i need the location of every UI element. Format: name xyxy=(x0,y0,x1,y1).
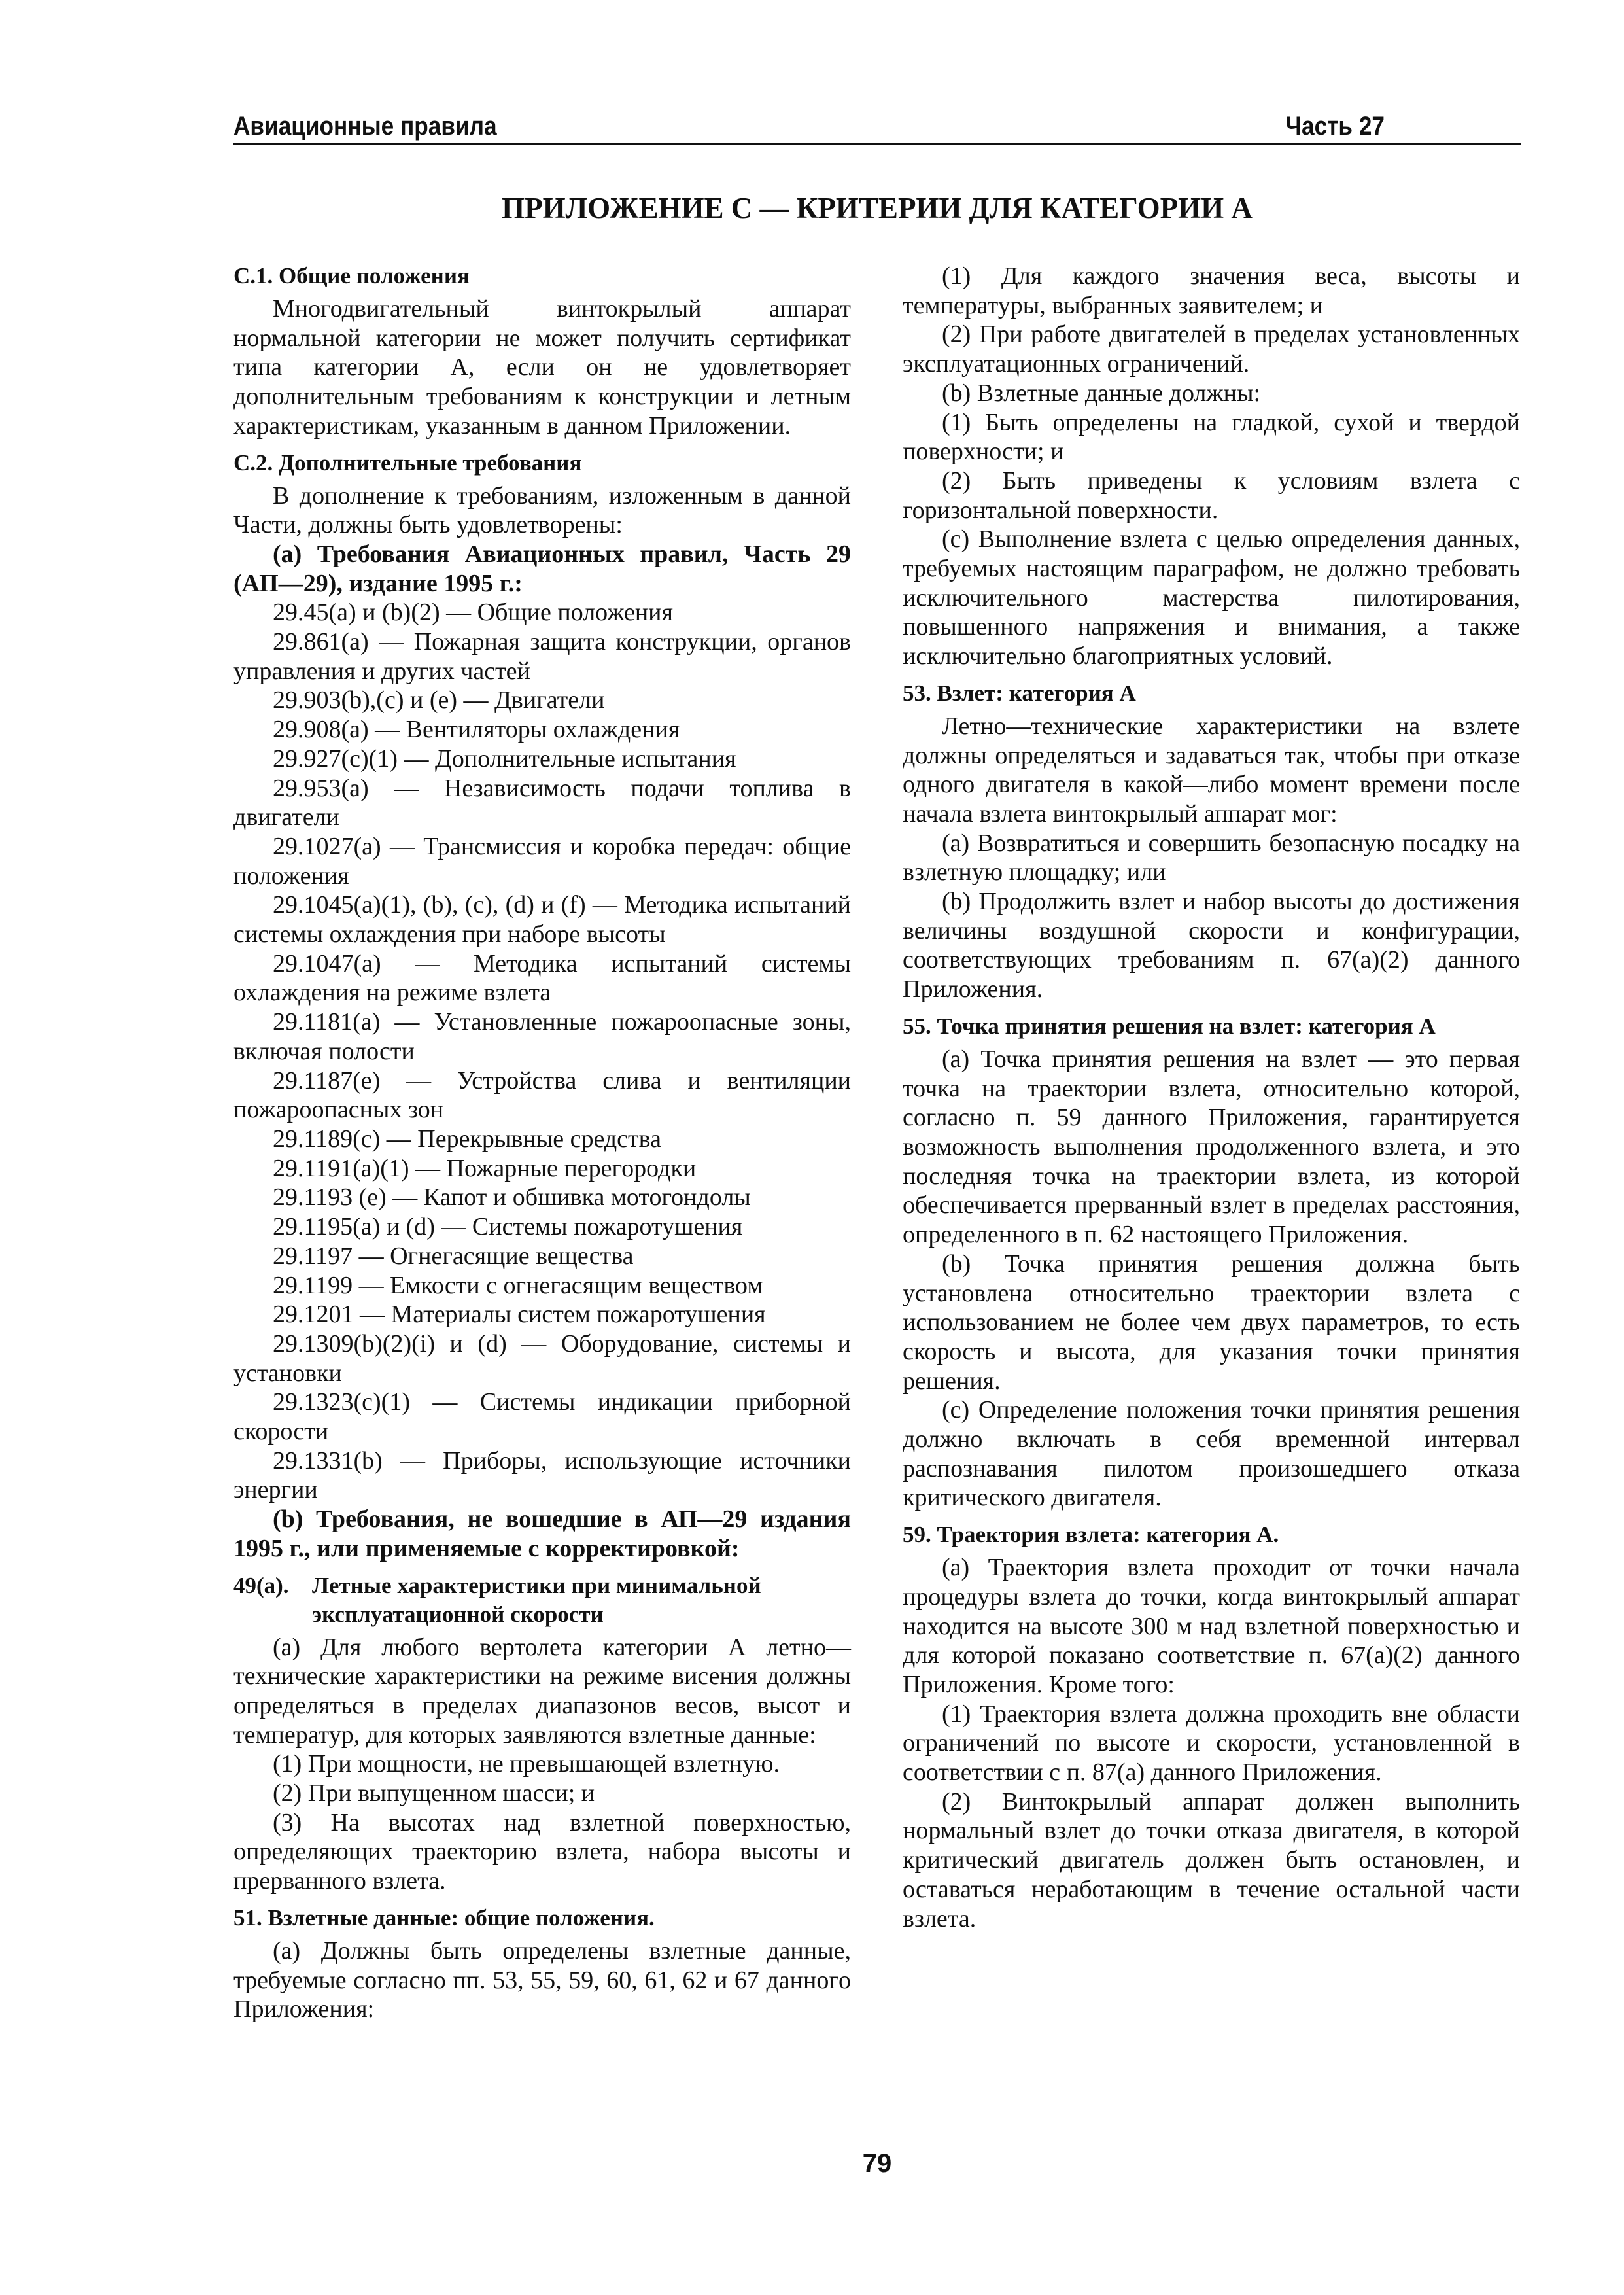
list-item: 29.908(а) — Вентиляторы охлаждения xyxy=(273,716,680,744)
list-item: 29.927(с)(1) — Дополнительные испытания xyxy=(273,745,736,773)
section-number-49a: 49(а). xyxy=(233,1572,289,1598)
list-item: 29.1197 — Огнегасящие вещества xyxy=(273,1242,634,1270)
paragraph-c2-b: (b) Требования, не вошедшие в АП—29 издания 1995 г., или применяемые с корректировкой: xyxy=(233,1505,851,1562)
list-item: 29.1193 (е) — Капот и обшивка мотогондолы xyxy=(273,1183,751,1212)
running-header xyxy=(233,110,1385,143)
section-heading-51: 51. Взлетные данные: общие положения. xyxy=(233,1904,655,1931)
list-item: 29.1195(а) и (d) — Системы пожаротушения xyxy=(273,1213,743,1241)
page-title: ПРИЛОЖЕНИЕ С — КРИТЕРИИ ДЛЯ КАТЕГОРИИ А xyxy=(502,192,1253,224)
paragraph-c2-a: (а) Требования Авиационных правил, Часть 29 (АП—29), издание 1995 г.: xyxy=(233,540,851,597)
right-column xyxy=(903,262,1520,1933)
paragraph-51-b: (b) Взлетные данные должны: xyxy=(942,379,1261,407)
paragraph-51-b1: (1) Быть определены на гладкой, сухой и твердой поверхности; и xyxy=(903,408,1520,466)
list-item: 29.1047(а) — Методика испытаний системы охлаждения на режиме взлета xyxy=(233,949,851,1007)
paragraph-51-c: (с) Выполнение взлета с целью определения данных, требуемых настоящим параграфом, не должно требовать исключительного мастерства пилотирования, повышенного напряжения и внимания, а также исключительно благоприятных условий. xyxy=(903,525,1520,671)
paragraph-51-b2: (2) Быть приведены к условиям взлета с горизонтальной поверхности. xyxy=(903,466,1520,524)
list-item: 29.1027(а) — Трансмиссия и коробка передач: общие положения xyxy=(233,832,851,890)
list-item: 29.1323(с)(1) — Системы индикации приборной скорости xyxy=(233,1388,851,1446)
list-item: 29.953(а) — Независимость подачи топлива в двигатели xyxy=(233,774,851,832)
section-heading-55: 55. Точка принятия решения на взлет: категория А xyxy=(903,1013,1436,1039)
header-title: Авиационные правила xyxy=(233,112,497,141)
list-item: 29.1309(b)(2)(i) и (d) — Оборудование, системы и установки xyxy=(233,1329,851,1387)
list-item: 29.1331(b) — Приборы, использующие источники энергии xyxy=(233,1446,851,1504)
list-item: 29.903(b),(с) и (е) — Двигатели xyxy=(273,686,605,714)
paragraph-55-b: (b) Точка принятия решения должна быть установлена относительно траектории взлета с использованием не более чем двух параметров, то есть скорость и высота, для указания точки принятия решения. xyxy=(903,1250,1520,1395)
list-item: 29.1045(а)(1), (b), (с), (d) и (f) — Методика испытаний системы охлаждения при наборе высоты xyxy=(233,891,851,949)
paragraph-51-a: (а) Должны быть определены взлетные данные, требуемые согласно пп. 53, 55, 59, 60, 61, 62 и 67 данного Приложения: xyxy=(233,1936,851,2023)
paragraph-49a-1: (1) При мощности, не превышающей взлетную. xyxy=(273,1750,780,1778)
paragraph-53-b: (b) Продолжить взлет и набор высоты до достижения величины воздушной скорости и конфигурации, соответствующих требованиям п. 67(а)(2) данного Приложения. xyxy=(903,888,1520,1004)
section-heading-59: 59. Траектория взлета: категория А. xyxy=(903,1522,1279,1548)
left-column xyxy=(233,262,851,2024)
section-heading-c2: С.2. Дополнительные требования xyxy=(233,449,582,476)
paragraph-55-a: (а) Точка принятия решения на взлет — это первая точка на траектории взлета, относительно которой, согласно п. 59 данного Приложения, гарантируется возможность выполнения продолженного взлета, и это последняя точка на траектории взлета, из которой обеспечивается прерванный взлет в пределах расстояния, определенного в п. 62 настоящего Приложения. xyxy=(903,1045,1520,1249)
list-item: 29.1199 — Емкости с огнегасящим веществом xyxy=(273,1271,763,1299)
section-title-49a: Летные характеристики при минимальной эксплуатационной скорости xyxy=(312,1572,761,1627)
list-item: 29.1189(с) — Перекрывные средства xyxy=(273,1125,661,1153)
paragraph-51-a1: (1) Для каждого значения веса, высоты и температуры, выбранных заявителем; и xyxy=(903,262,1520,319)
paragraph-59-a: (а) Траектория взлета проходит от точки начала процедуры взлета до точки, когда винтокрылый аппарат находится на высоте 300 м над взлетной поверхностью и для которой показано соответствие п. 67(а)(2) данного Приложения. Кроме того: xyxy=(903,1554,1520,1698)
paragraph-49a-2: (2) При выпущенном шасси; и xyxy=(273,1779,595,1808)
paragraph-53-a: (а) Возвратиться и совершить безопасную посадку на взлетную площадку; или xyxy=(903,829,1520,886)
header-part: Часть 27 xyxy=(1285,112,1385,141)
list-item: 29.45(а) и (b)(2) — Общие положения xyxy=(273,599,673,627)
paragraph-c2: В дополнение к требованиям, изложенным в данной Части, должны быть удовлетворены: xyxy=(233,482,851,539)
page-number: 79 xyxy=(862,2149,892,2178)
paragraph-51-a2: (2) При работе двигателей в пределах установленных эксплуатационных ограничений. xyxy=(903,321,1520,378)
paragraph-53: Летно—технические характеристики на взлете должны определяться и задаваться так, чтобы при отказе одного двигателя в какой—либо момент времени после начала взлета винтокрылый аппарат мог: xyxy=(903,712,1520,828)
list-item: 29.1191(а)(1) — Пожарные перегородки xyxy=(273,1154,697,1182)
paragraph-49a-3: (3) На высотах над взлетной поверхностью, определяющих траекторию взлета, набора высоты и прерванного взлета. xyxy=(233,1808,851,1895)
paragraph-49a-a: (а) Для любого вертолета категории А летно—технические характеристики на режиме висения должны определяться в пределах диапазонов весов, высот и температур, для которых заявляются взлетные данные: xyxy=(233,1633,851,1749)
paragraph-59-a2: (2) Винтокрылый аппарат должен выполнить нормальный взлет до точки отказа двигателя, в которой критический двигатель должен быть остановлен, и оставаться неработающим в течение остальной части взлета. xyxy=(903,1787,1520,1933)
section-heading-49a xyxy=(233,1571,851,1629)
paragraph-55-c: (с) Определение положения точки принятия решения должно включать в себя временной интервал распознавания пилотом произошедшего отказа критического двигателя. xyxy=(903,1396,1520,1512)
list-item: 29.1187(е) — Устройства слива и вентиляции пожароопасных зон xyxy=(233,1066,851,1124)
section-heading-53: 53. Взлет: категория А xyxy=(903,680,1136,706)
list-item: 29.861(а) — Пожарная защита конструкции, органов управления и других частей xyxy=(233,628,851,685)
list-item: 29.1201 — Материалы систем пожаротушения xyxy=(273,1301,766,1329)
paragraph-59-a1: (1) Траектория взлета должна проходить вне области ограничений по высоте и скорости, установленной в соответствии с п. 87(а) данного Приложения. xyxy=(903,1700,1520,1787)
list-item: 29.1181(а) — Установленные пожароопасные зоны, включая полости xyxy=(233,1008,851,1065)
section-heading-c1: С.1. Общие положения xyxy=(233,263,470,289)
paragraph-c1: Многодвигательный винтокрылый аппарат нормальной категории не может получить сертификат типа категории А, если он не удовлетворяет дополнительным требованиям к конструкции и летным характеристикам, указанным в данном Приложении. xyxy=(233,295,851,440)
header-rule xyxy=(233,143,1521,145)
